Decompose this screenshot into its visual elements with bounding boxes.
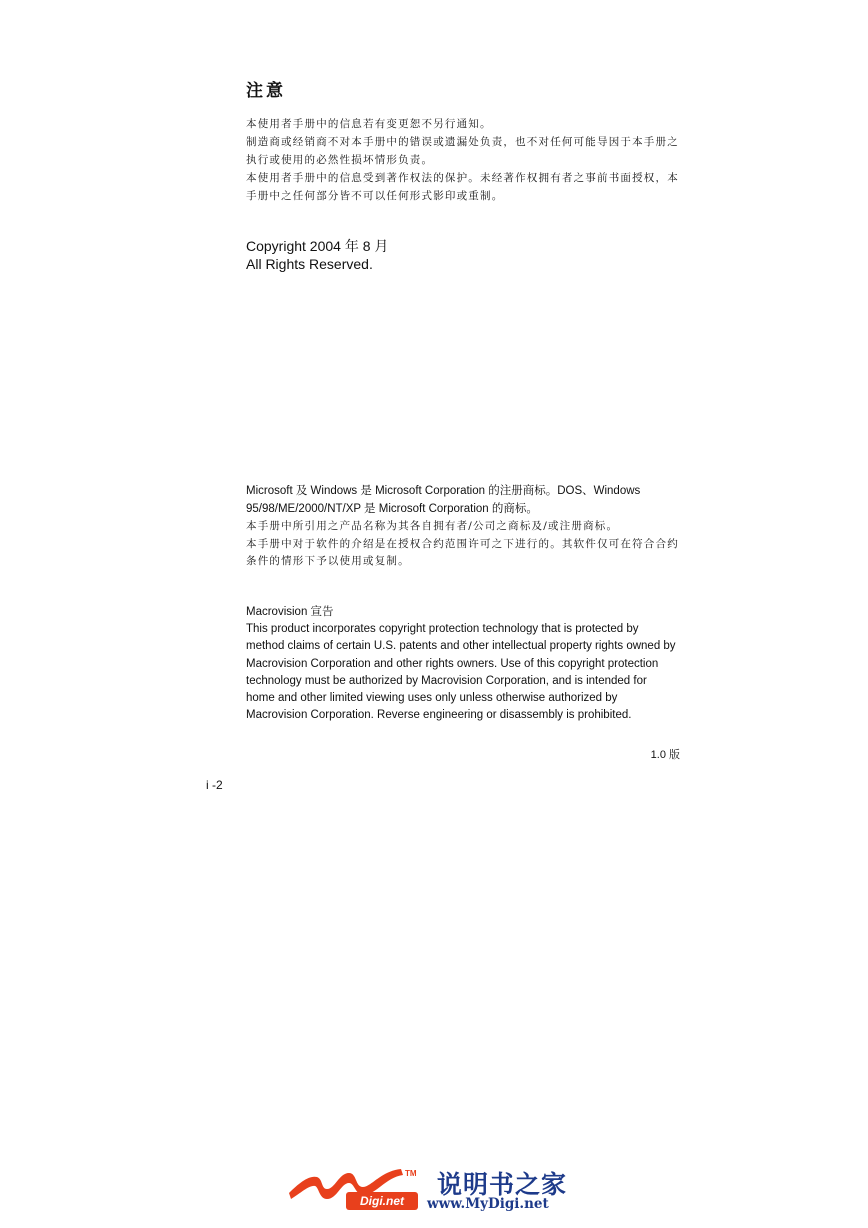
notice-line: 手册中之任何部分皆不可以任何形式影印或重制。: [246, 190, 504, 202]
notice-body: [246, 115, 686, 205]
notice-line: 执行或使用的必然性损坏情形负责。: [246, 154, 434, 166]
digi-net-badge: Digi.net: [346, 1192, 418, 1210]
macrovision-line: home and other limited viewing uses only unless otherwise authorized by: [246, 692, 618, 705]
logo-chinese-title: 说明书之家: [437, 1170, 568, 1199]
macrovision-line: Macrovision Corporation. Reverse engineering or disassembly is prohibited.: [246, 709, 632, 722]
copyright-block: [246, 237, 388, 273]
notice-line: 本使用者手册中的信息若有变更恕不另行通知。: [246, 118, 492, 130]
copyright-line: Copyright 2004 年 8 月: [246, 238, 389, 254]
macrovision-line: This product incorporates copyright protection technology that is protected by: [246, 623, 639, 636]
macrovision-block: [246, 604, 686, 724]
trademark-line: Microsoft 及 Windows 是 Microsoft Corporation 的注册商标。DOS、Windows: [246, 485, 641, 497]
notice-line: 制造商或经销商不对本手册中的错误或遗漏处负责，也不对任何可能导因于本手册之: [246, 136, 679, 148]
rights-reserved-line: All Rights Reserved.: [246, 256, 373, 272]
trademark-line: 95/98/ME/2000/NT/XP 是 Microsoft Corporation 的商标。: [246, 502, 538, 515]
notice-line: 本使用者手册中的信息受到著作权法的保护。未经著作权拥有者之事前书面授权，本: [246, 172, 679, 184]
macrovision-line: Macrovision Corporation and other rights owners. Use of this copyright protection: [246, 657, 659, 670]
mydigi-logo: [287, 1163, 587, 1215]
macrovision-line: method claims of certain U.S. patents and other intellectual property rights owned by: [246, 640, 676, 653]
page-number: i -2: [206, 778, 223, 792]
macrovision-line: technology must be authorized by Macrovision Corporation, and is intended for: [246, 674, 647, 687]
trademark-line: 本手册中对于软件的介绍是在授权合约范围许可之下进行的。其软件仅可在符合合约: [246, 537, 679, 550]
trademark-line: 条件的情形下予以使用或复制。: [246, 555, 410, 567]
version-label: 1.0 版: [650, 749, 680, 761]
macrovision-heading: Macrovision 宣告: [246, 606, 334, 618]
trademark-block: [246, 483, 686, 571]
logo-url: www.MyDigi.net: [427, 1196, 549, 1212]
trademark-mark: TM: [405, 1169, 417, 1178]
trademark-line: 本手册中所引用之产品名称为其各自拥有者/公司之商标及/或注册商标。: [246, 520, 619, 532]
notice-title: 注意: [246, 81, 286, 101]
